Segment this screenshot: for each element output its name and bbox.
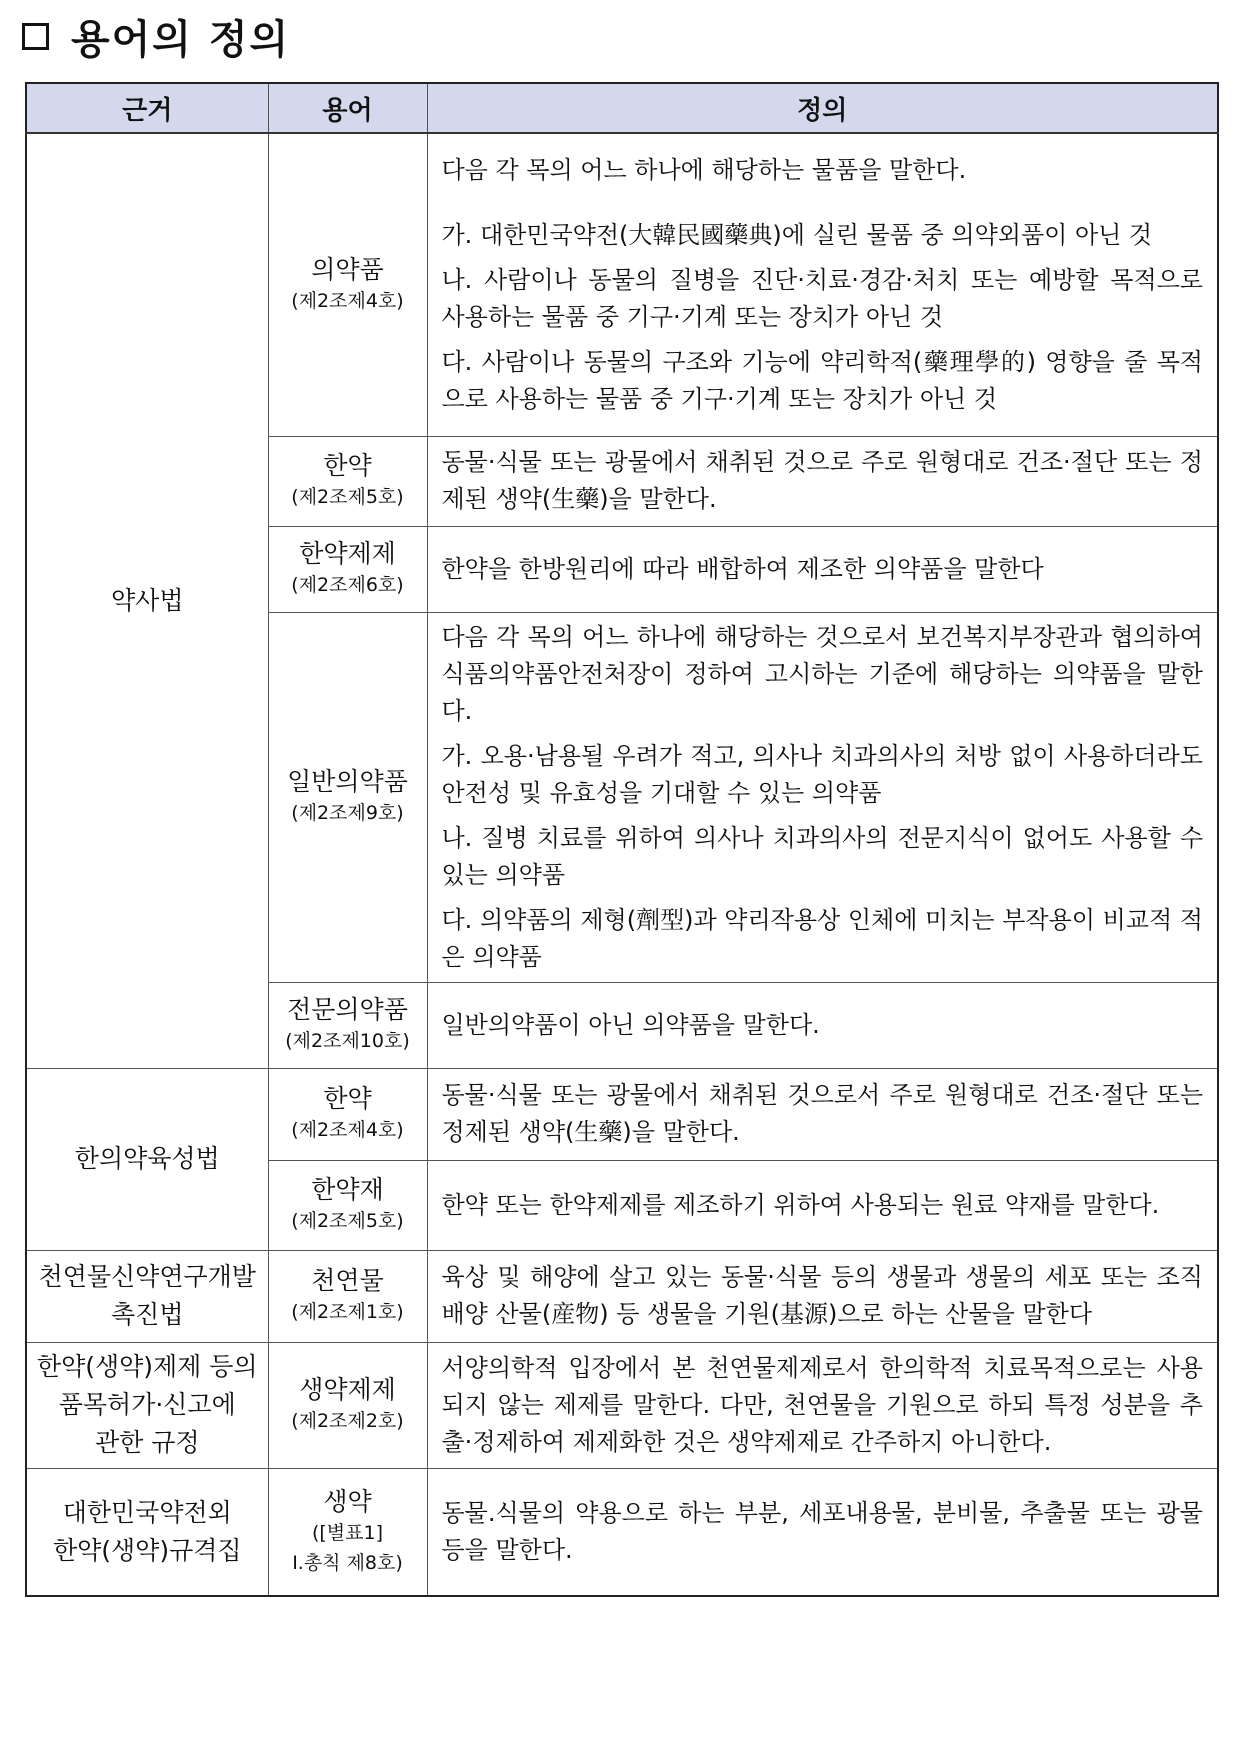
term-name: 천연물	[311, 1266, 384, 1295]
term-ref: (제2조제6호)	[291, 574, 404, 596]
term-name: 전문의약품	[287, 995, 408, 1024]
term-ref: (제2조제5호)	[291, 486, 404, 508]
term-cell	[268, 526, 427, 612]
table-header-row	[26, 83, 1218, 133]
definition-text: 동물·식물 또는 광물에서 채취된 것으로 주로 원형대로 건조·절단 또는 정제된 생약(生藥)을 말한다.	[441, 448, 1203, 513]
term-cell	[268, 133, 427, 436]
definition-text: 일반의약품이 아닌 의약품을 말한다.	[441, 1010, 820, 1039]
term-cell	[268, 1342, 427, 1468]
term-cell	[268, 1068, 427, 1160]
table-row	[26, 133, 1218, 436]
term-ref: (제2조제4호)	[291, 1119, 404, 1141]
section-title: 용어의 정의	[71, 16, 291, 63]
term-name: 한약재	[311, 1175, 384, 1204]
table-row	[26, 1068, 1218, 1160]
term-name: 생약제제	[299, 1375, 396, 1404]
definition-cell	[427, 982, 1218, 1068]
term-cell	[268, 1468, 427, 1596]
definition-cell	[427, 1250, 1218, 1342]
term-ref: (제2조제5호)	[291, 1210, 404, 1232]
definitions-table	[25, 82, 1219, 1597]
header-basis: 근거	[26, 83, 268, 133]
table-row	[26, 1342, 1218, 1468]
definition-text: 다음 각 목의 어느 하나에 해당하는 것으로서 보건복지부장관과 협의하여 식품의약품안전처장이 정하여 고시하는 기준에 해당하는 의약품을 말한다.	[441, 622, 1203, 725]
header-definition: 정의	[427, 83, 1218, 133]
definition-text: 서양의학적 입장에서 본 천연물제제로서 한의학적 치료목적으로는 사용되지 않는 제제를 말한다. 다만, 천연물을 기원으로 하되 특정 성분을 추출·정제하여 제제화한 것은 생약제제로 간주하지 아니한다.	[441, 1353, 1203, 1456]
definition-text: 동물.식물의 약용으로 하는 부분, 세포내용물, 분비물, 추출물 또는 광물 등을 말한다.	[441, 1498, 1203, 1564]
definition-text: 동물·식물 또는 광물에서 채취된 것으로서 주로 원형대로 건조·절단 또는 정제된 생약(生藥)을 말한다.	[441, 1081, 1203, 1146]
term-name: 한약	[323, 1084, 372, 1113]
definition-cell	[427, 1068, 1218, 1160]
definition-item: 다. 사람이나 동물의 구조와 기능에 약리학적(藥理學的) 영향을 줄 목적으로 사용하는 물품 중 기구·기계 또는 장치가 아닌 것	[441, 347, 1203, 413]
checkbox-square-icon	[22, 23, 49, 50]
definition-text: 한약을 한방원리에 따라 배합하여 제조한 의약품을 말한다	[441, 554, 1044, 583]
table-row	[26, 1250, 1218, 1342]
term-cell	[268, 436, 427, 526]
definition-item: 가. 오용·남용될 우려가 적고, 의사나 치과의사의 처방 없이 사용하더라도 안전성 및 유효성을 기대할 수 있는 의약품	[441, 741, 1203, 807]
definition-text: 육상 및 해양에 살고 있는 동물·식물 등의 생물과 생물의 세포 또는 조직 배양 산물(産物) 등 생물을 기원(基源)으로 하는 산물을 말한다	[441, 1263, 1203, 1328]
term-ref: ([별표1] Ⅰ.총칙 제8호)	[292, 1521, 403, 1574]
term-cell	[268, 982, 427, 1068]
definition-cell	[427, 1342, 1218, 1468]
term-name: 한약제제	[299, 539, 396, 568]
definition-item: 나. 사람이나 동물의 질병을 진단·치료·경감·처치 또는 예방할 목적으로 사용하는 물품 중 기구·기계 또는 장치가 아닌 것	[441, 265, 1203, 331]
term-ref: (제2조제9호)	[291, 802, 404, 824]
definition-item: 가. 대한민국약전(大韓民國藥典)에 실린 물품 중 의약외품이 아닌 것	[441, 220, 1153, 249]
basis-kmed-act: 한의약육성법	[26, 1068, 268, 1250]
basis-natural-act: 천연물신약연구개발 촉진법	[26, 1250, 268, 1342]
definition-cell	[427, 612, 1218, 982]
term-ref: (제2조제10호)	[285, 1030, 410, 1052]
basis-regulation: 한약(생약)제제 등의 품목허가·신고에 관한 규정	[26, 1342, 268, 1468]
term-name: 생약	[323, 1486, 372, 1516]
term-name: 한약	[323, 451, 372, 480]
table-row	[26, 1468, 1218, 1596]
term-name: 의약품	[311, 254, 384, 284]
definition-item: 다. 의약품의 제형(劑型)과 약리작용상 인체에 미치는 부작용이 비교적 적은 의약품	[441, 905, 1203, 971]
term-ref: (제2조제2호)	[291, 1410, 404, 1432]
term-name: 일반의약품	[287, 767, 408, 796]
term-ref: (제2조제4호)	[291, 289, 404, 312]
header-term: 용어	[268, 83, 427, 133]
definition-text: 다음 각 목의 어느 하나에 해당하는 물품을 말한다.	[441, 155, 967, 184]
section-heading	[22, 8, 290, 64]
basis-pharmacopoeia: 대한민국약전외 한약(생약)규격집	[26, 1468, 268, 1596]
definition-cell	[427, 526, 1218, 612]
term-cell	[268, 1250, 427, 1342]
definition-cell	[427, 1468, 1218, 1596]
term-cell	[268, 612, 427, 982]
basis-pharm-act: 약사법	[26, 133, 268, 1068]
definition-item: 나. 질병 치료를 위하여 의사나 치과의사의 전문지식이 없어도 사용할 수 있는 의약품	[441, 823, 1203, 889]
definition-text: 한약 또는 한약제제를 제조하기 위하여 사용되는 원료 약재를 말한다.	[441, 1190, 1160, 1219]
term-ref: (제2조제1호)	[291, 1301, 404, 1323]
definition-cell	[427, 436, 1218, 526]
definition-cell	[427, 1160, 1218, 1250]
term-cell	[268, 1160, 427, 1250]
definition-cell	[427, 133, 1218, 436]
